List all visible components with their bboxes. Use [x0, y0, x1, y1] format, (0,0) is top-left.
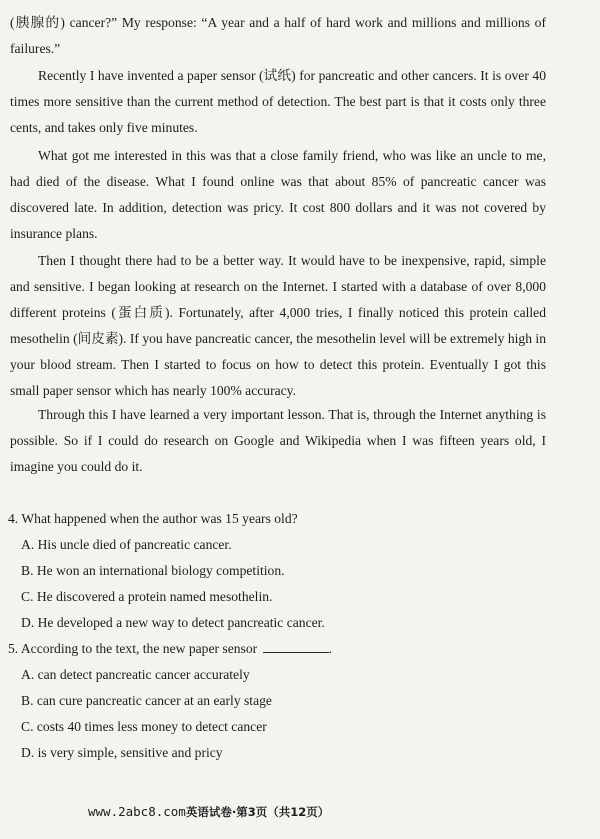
passage-paragraph-0: (胰腺的) cancer?” My response: “A year and a half of hard work and millions and millions of failures.”: [10, 15, 546, 56]
question-5-option-b[interactable]: B. can cure pancreatic cancer at an early stage: [21, 693, 272, 708]
question-5-stem: 5. According to the text, the new paper sensor: [8, 641, 258, 656]
passage-paragraph-4: Through this I have learned a very important lesson. That is, through the Internet anything is possible. So if I could do research on Google and Wikipedia when I was fifteen years old, I imagine you could do it.: [10, 407, 546, 474]
question-4-option-c[interactable]: C. He discovered a protein named mesothelin.: [21, 589, 273, 604]
question-5-stem-row: [8, 639, 332, 659]
footer-page-label: 英语试卷·第3页（共12页）: [185, 805, 330, 819]
question-4-option-a[interactable]: A. His uncle died of pancreatic cancer.: [21, 537, 232, 552]
question-4-option-d[interactable]: D. He developed a new way to detect pancreatic cancer.: [21, 615, 325, 630]
question-4-stem: 4. What happened when the author was 15 years old?: [8, 511, 298, 526]
question-5-stem-end: .: [328, 641, 332, 656]
passage-paragraph-2: What got me interested in this was that a close family friend, who was like an uncle to me, had died of the disease. What I found online was that about 85% of pancreatic cancer was discovered late. In addition, detection was pricy. It cost 800 dollars and it was not covered by insurance plans.: [10, 148, 546, 241]
question-4-option-b[interactable]: B. He won an international biology competition.: [21, 563, 285, 578]
page-footer: [88, 803, 329, 821]
question-5-option-a[interactable]: A. can detect pancreatic cancer accurately: [21, 667, 250, 682]
passage-paragraph-3: Then I thought there had to be a better way. It would have to be inexpensive, rapid, simple and sensitive. I began looking at research on the Internet. I started with a database of over 8,000 different proteins (蛋白质). Fortunately, after 4,000 tries, I finally noticed this protein called mesothelin (间皮素). If you have pancreatic cancer, the mesothelin level will be extremely high in your blood stream. Then I started to focus on how to detect this protein. Eventually I got this small paper sensor which has nearly 100% accuracy.: [10, 253, 546, 398]
answer-blank: [263, 640, 329, 653]
question-5-option-d[interactable]: D. is very simple, sensitive and pricy: [21, 745, 223, 760]
question-5-option-c[interactable]: C. costs 40 times less money to detect cancer: [21, 719, 267, 734]
footer-site: www.2abc8.com: [88, 804, 186, 819]
passage-paragraph-1: Recently I have invented a paper sensor (试纸) for pancreatic and other cancers. It is over 40 times more sensitive than the current method of detection. The best part is that it costs only three cents, and takes only five minutes.: [10, 68, 546, 135]
